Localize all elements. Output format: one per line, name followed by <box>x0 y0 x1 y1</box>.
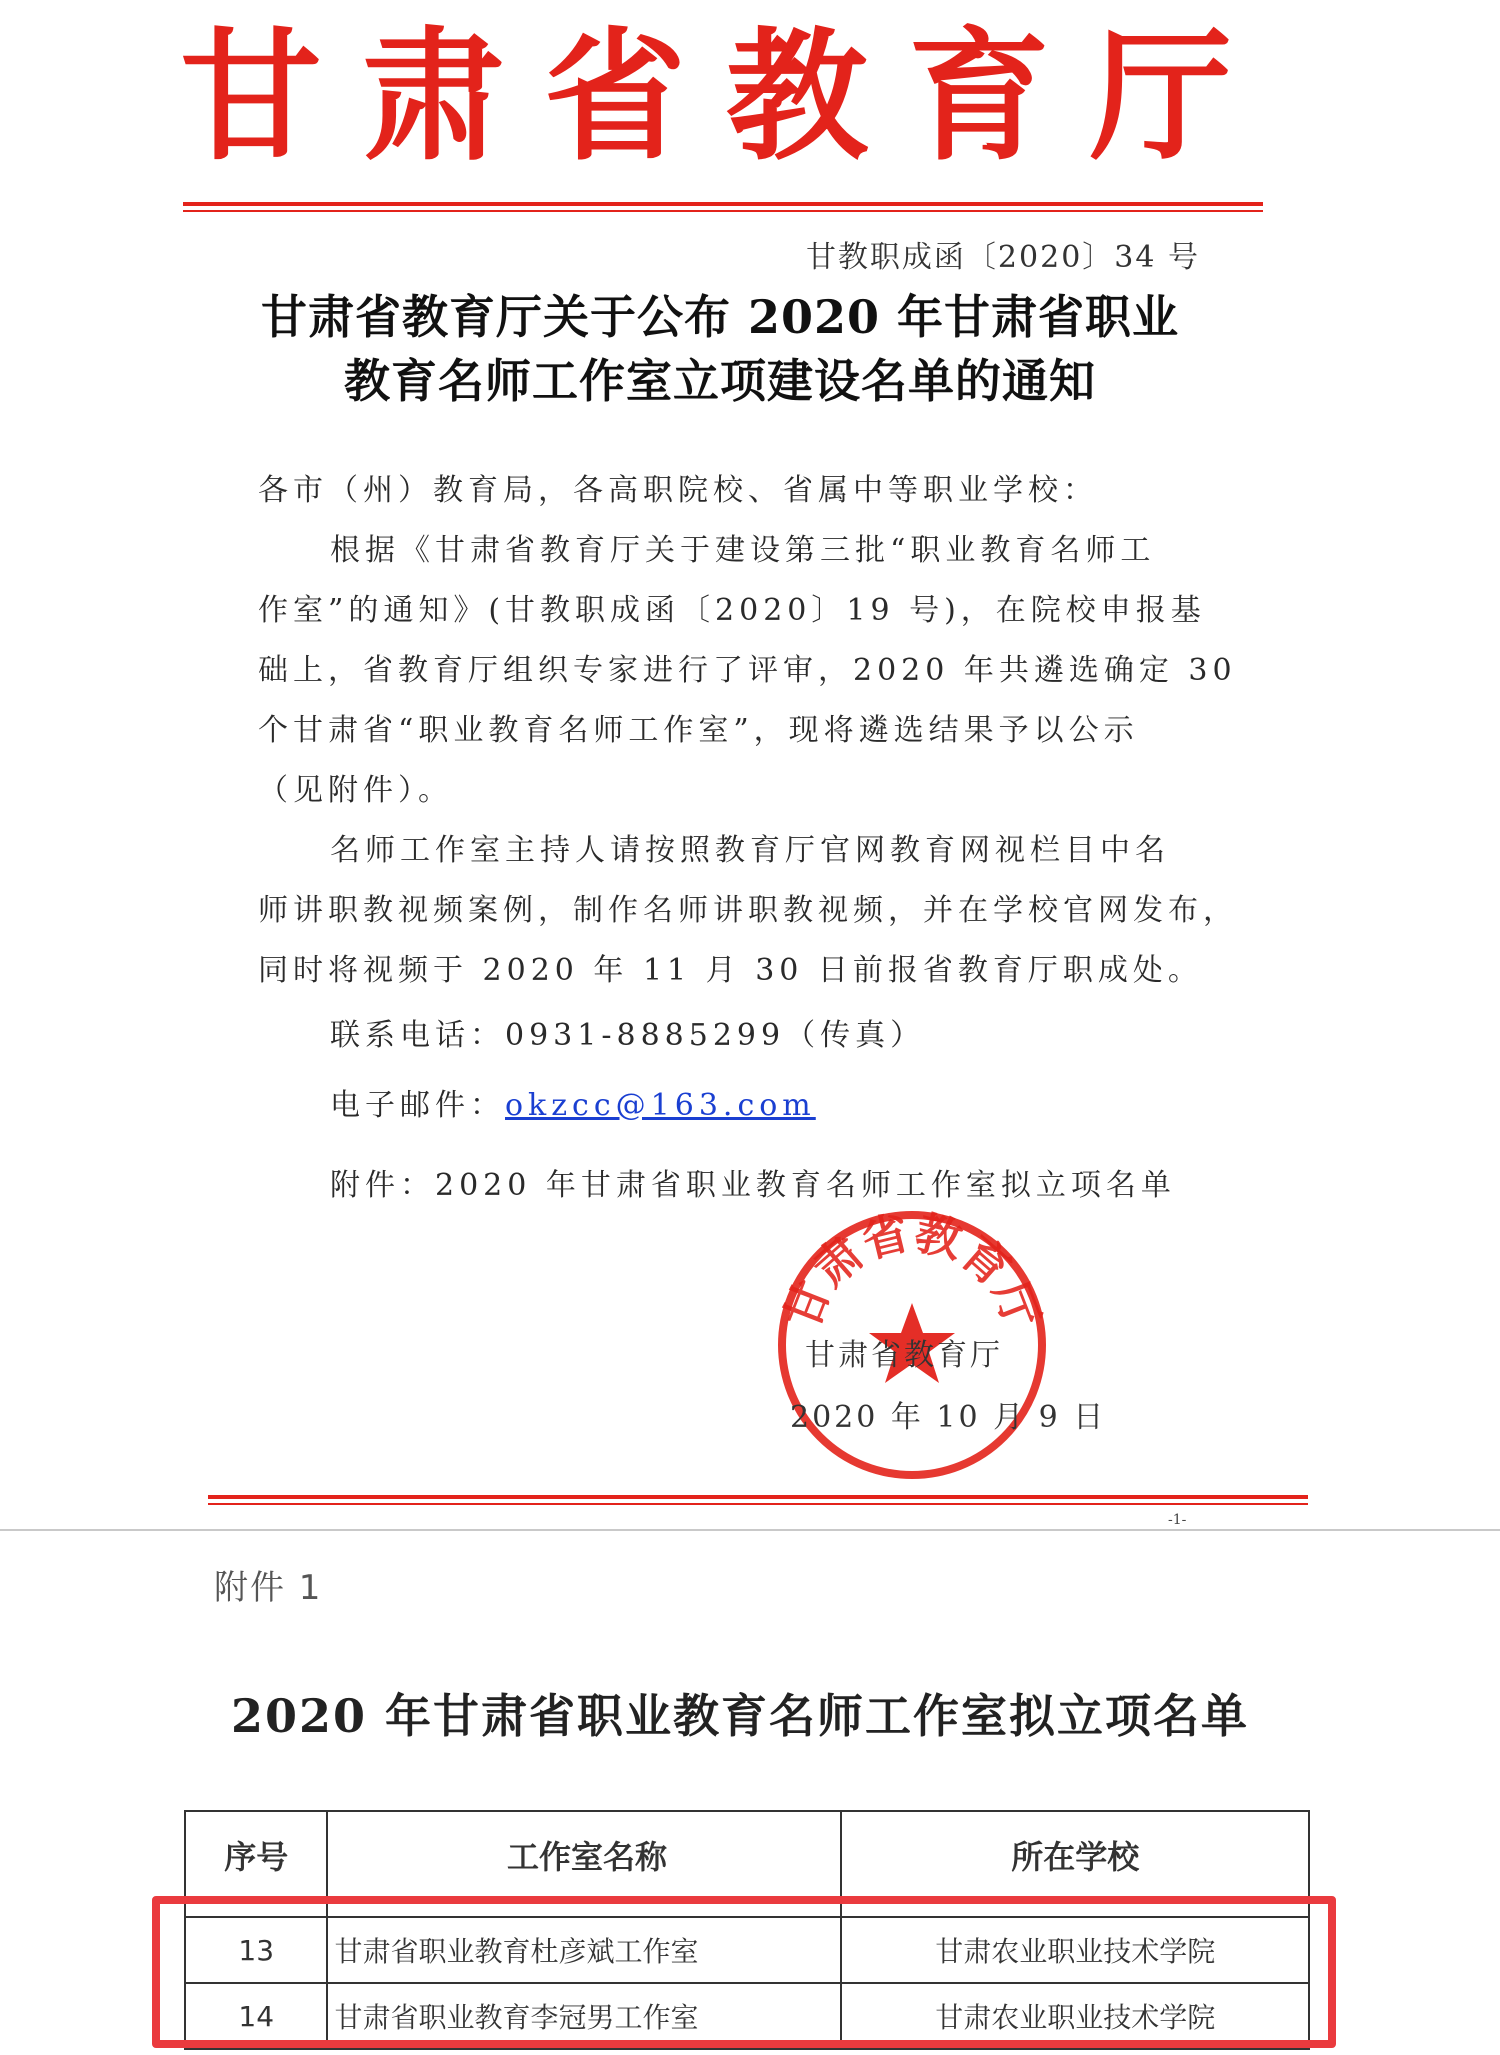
email-link[interactable]: okzcc@163.com <box>505 1088 816 1123</box>
paragraph1-line: 础上，省教育厅组织专家进行了评审，2020 年共遴选确定 30 <box>258 653 1237 688</box>
signer-name: 甘肃省教育厅 <box>805 1338 1003 1373</box>
row-school: 甘肃农业职业技术学院 <box>841 1983 1309 2049</box>
page-number: -1- <box>1168 1512 1187 1528</box>
notice-title-line2: 教育名师工作室立项建设名单的通知 <box>344 354 1096 408</box>
column-header-index: 序号 <box>185 1811 327 1899</box>
paragraph1-line: （见附件）。 <box>258 773 453 808</box>
page-separator <box>0 1529 1500 1531</box>
letterhead-title: 甘肃省教育厅 <box>180 15 1272 180</box>
row-studio-name: 甘肃省职业教育杜彦斌工作室 <box>327 1917 841 1983</box>
row-studio-name: 甘肃省职业教育李冠男工作室 <box>327 1983 841 2049</box>
paragraph1-line: 作室”的通知》(甘教职成函〔2020〕19 号)，在院校申报基 <box>258 593 1206 628</box>
paragraph2-line: 同时将视频于 2020 年 11 月 30 日前报省教育厅职成处。 <box>258 953 1203 988</box>
row-school: 甘肃农业职业技术学院 <box>841 1917 1309 1983</box>
paragraph2-line: 师讲职教视频案例，制作名师讲职教视频，并在学校官网发布， <box>258 893 1238 928</box>
seal-text: 甘肃省教育厅 <box>774 1205 1050 1337</box>
contact-email-row <box>330 1080 816 1124</box>
row-index: 14 <box>185 1983 327 2049</box>
paragraph1-line: 个甘肃省“职业教育名师工作室”，现将遴选结果予以公示 <box>258 713 1139 748</box>
row-index: 13 <box>185 1917 327 1983</box>
attachment-label: 附件 1 <box>214 1568 323 1608</box>
contact-phone: 联系电话：0931-8885299（传真） <box>330 1018 926 1053</box>
email-label: 电子邮件： <box>330 1088 505 1123</box>
document-number: 甘教职成函〔2020〕34 号 <box>805 240 1200 275</box>
column-header-studio: 工作室名称 <box>327 1811 841 1899</box>
paragraph2-line: 名师工作室主持人请按照教育厅官网教育网视栏目中名 <box>330 833 1170 868</box>
letterhead-rule-top <box>183 202 1263 212</box>
signing-date: 2020 年 10 月 9 日 <box>790 1400 1107 1435</box>
column-header-school: 所在学校 <box>841 1811 1309 1899</box>
attachment-reference: 附件：2020 年甘肃省职业教育名师工作室拟立项名单 <box>330 1168 1176 1203</box>
paragraph1-line: 根据《甘肃省教育厅关于建设第三批“职业教育名师工 <box>330 533 1156 568</box>
attachment-title: 2020 年甘肃省职业教育名师工作室拟立项名单 <box>230 1689 1250 1743</box>
table-header-row <box>185 1811 1309 1899</box>
highlight-box <box>152 1896 1336 2048</box>
addressee: 各市（州）教育局，各高职院校、省属中等职业学校： <box>258 473 1098 508</box>
notice-title-line1: 甘肃省教育厅关于公布 2020 年甘肃省职业 <box>260 290 1180 344</box>
footer-rule <box>208 1495 1308 1505</box>
